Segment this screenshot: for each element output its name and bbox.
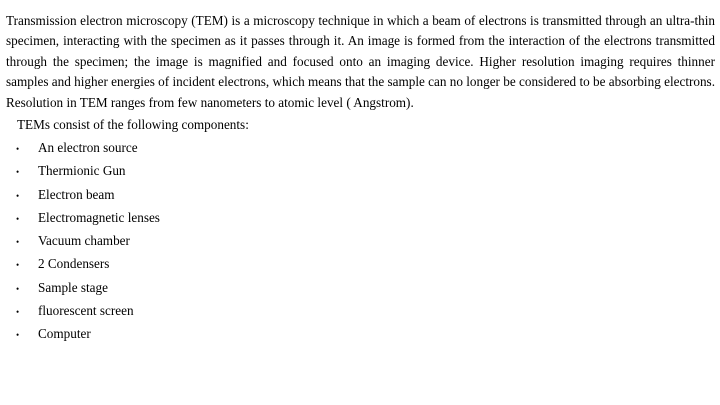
intro-paragraph: Transmission electron microscopy (TEM) is a microscopy technique in which a beam of electrons is transmitted through an ultra-thin specimen, interacting with the specimen as it passes through it. An image is formed from the interaction of the electrons transmitted through the specimen; the image is magnified and focused onto an imaging device. Higher resolution imaging requires thinner samples and higher energies of incident electrons, which means that the sample can no longer be considered to be absorbing electrons. Resolution in TEM ranges from few nanometers to atomic level ( Angstrom). bbox=[6, 13, 715, 110]
bullet-icon: • bbox=[16, 144, 20, 154]
bullet-icon: • bbox=[16, 167, 20, 178]
bullet-icon: • bbox=[16, 330, 20, 341]
list-item-label: Vacuum chamber bbox=[38, 233, 130, 249]
list-item-label: Thermionic Gun bbox=[38, 163, 126, 179]
bullet-icon: • bbox=[16, 283, 20, 294]
list-item-label: An electron source bbox=[38, 140, 138, 155]
bullet-icon: • bbox=[16, 237, 20, 248]
list-item-label: 2 Condensers bbox=[38, 256, 110, 272]
list-item-label: Sample stage bbox=[38, 279, 108, 295]
list-item-label: Computer bbox=[38, 326, 91, 342]
list-item-label: fluorescent screen bbox=[38, 303, 134, 319]
list-heading: TEMs consist of the following components: bbox=[17, 117, 249, 132]
list-item-label: Electron beam bbox=[38, 186, 115, 202]
list-item-label: Electromagnetic lenses bbox=[38, 209, 160, 225]
bullet-icon: • bbox=[16, 190, 20, 201]
bullet-icon: • bbox=[16, 307, 20, 318]
bullet-icon: • bbox=[16, 213, 20, 224]
bullet-icon: • bbox=[16, 260, 20, 271]
